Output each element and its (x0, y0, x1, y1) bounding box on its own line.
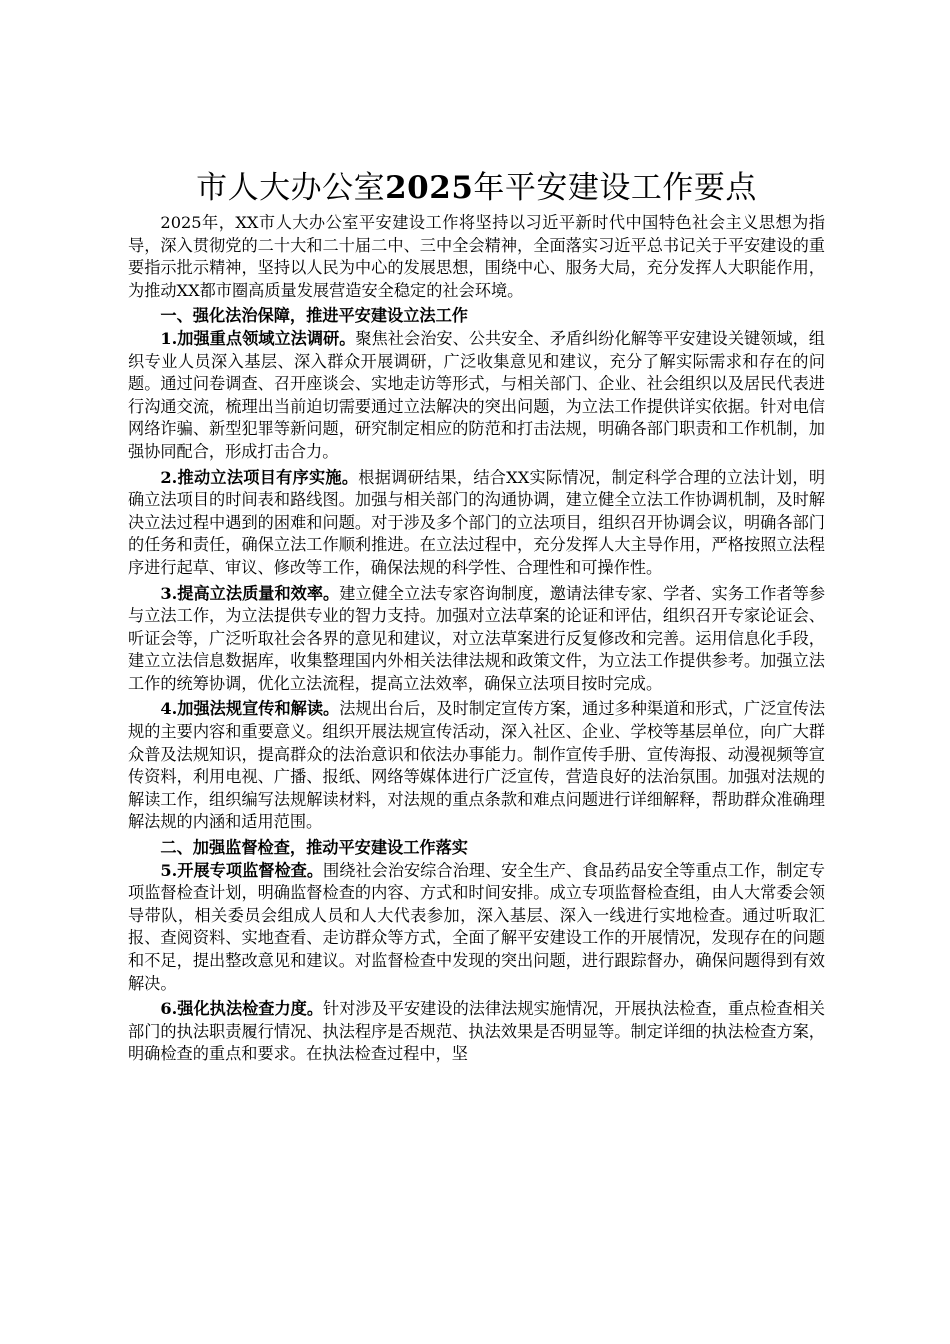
section-item (128, 860, 825, 996)
item-body: 聚焦社会治安、公共安全、矛盾纠纷化解等平安建设关键领域，组织专业人员深入基层、深入群众开展调研，广泛收集意见和建议，充分了解实际需求和存在的问题。通过问卷调查、召开座谈会、实地走访等形式，与相关部门、企业、社会组织以及居民代表进行沟通交流，梳理出当前迫切需要通过立法解决的突出问题，为立法工作提供详实依据。针对电信网络诈骗、新型犯罪等新问题，研究制定相应的防范和打击法规，明确各部门职责和工作机制，加强协同配合，形成打击合力。 (128, 328, 825, 461)
intro-paragraph: 2025年，XX市人大办公室平安建设工作将坚持以习近平新时代中国特色社会主义思想为指导，深入贯彻党的二十大和二十届二中、三中全会精神，全面落实习近平总书记关于平安建设的重要指示批示精神，坚持以人民为中心的发展思想，围绕中心、服务大局，充分发挥人大职能作用，为推动XX都市圈高质量发展营造安全稳定的社会环境。 (128, 213, 825, 300)
item-lead: 3.提高立法质量和效率。 (160, 583, 340, 603)
section-heading: 一、强化法治保障，推进平安建设立法工作 (160, 306, 468, 326)
section-item (128, 328, 825, 464)
section-item (128, 583, 825, 696)
item-body: 围绕社会治安综合治理、安全生产、食品药品安全等重点工作，制定专项监督检查计划，明确监督检查的内容、方式和时间安排。成立专项监督检查组，由人大常委会领导带队，相关委员会组成人员和人大代表参加，深入基层、深入一线进行实地检查。通过听取汇报、查阅资料、实地查看、走访群众等方式，全面了解平安建设工作的开展情况，发现存在的问题和不足，提出整改意见和建议。对监督检查中发现的突出问题，进行跟踪督办，确保问题得到有效解决。 (128, 860, 825, 993)
item-body: 根据调研结果，结合XX实际情况，制定科学合理的立法计划，明确立法项目的时间表和路线图。加强与相关部门的沟通协调，建立健全立法工作协调机制，及时解决立法过程中遇到的困难和问题。对于涉及多个部门的立法项目，组织召开协调会议，明确各部门的任务和责任，确保立法工作顺利推进。在立法过程中，充分发挥人大主导作用，严格按照立法程序进行起草、审议、修改等工作，确保法规的科学性、合理性和可操作性。 (128, 467, 826, 577)
item-lead: 2.推动立法项目有序实施。 (160, 467, 359, 487)
item-body: 法规出台后，及时制定宣传方案，通过多种渠道和形式，广泛宣传法规的主要内容和重要意义。组织开展法规宣传活动，深入社区、企业、学校等基层单位，向广大群众普及法规知识，提高群众的法治意识和依法办事能力。制作宣传手册、宣传海报、动漫视频等宣传资料，利用电视、广播、报纸、网络等媒体进行广泛宣传，营造良好的法治氛围。加强对法规的解读工作，组织编写法规解读材料，对法规的重点条款和难点问题进行详细解释，帮助群众准确理解法规的内涵和适用范围。 (128, 699, 826, 832)
item-lead: 5.开展专项监督检查。 (160, 860, 324, 880)
item-lead: 4.加强法规宣传和解读。 (160, 699, 340, 719)
item-lead: 6.强化执法检查力度。 (160, 999, 324, 1019)
title-suffix: 年平安建设工作要点 (473, 170, 757, 206)
document-body (128, 168, 825, 1069)
section-item (128, 467, 825, 580)
title-year: 2025 (385, 170, 474, 206)
title-prefix: 市人大办公室 (196, 170, 386, 206)
section-item (128, 998, 825, 1066)
section-item (128, 698, 825, 834)
item-body: 建立健全立法专家咨询制度，邀请法律专家、学者、实务工作者等参与立法工作，为立法提供专业的智力支持。加强对立法草案的论证和评估，组织召开专家论证会、听证会等，广泛听取社会各界的意见和建议，对立法草案进行反复修改和完善。运用信息化手段，建立立法信息数据库，收集整理国内外相关法律法规和政策文件，为立法工作提供参考。加强立法工作的统筹协调，优化立法流程，提高立法效率，确保立法项目按时完成。 (128, 583, 826, 693)
item-lead: 1.加强重点领域立法调研。 (160, 328, 356, 348)
section-heading: 二、加强监督检查，推动平安建设工作落实 (160, 838, 468, 858)
item-body: 针对涉及平安建设的法律法规实施情况，开展执法检查，重点检查相关部门的执法职责履行情况、执法程序是否规范、执法效果是否明显等。制定详细的执法检查方案，明确检查的重点和要求。在执法检查过程中，坚 (128, 999, 825, 1064)
document-title (128, 168, 825, 208)
